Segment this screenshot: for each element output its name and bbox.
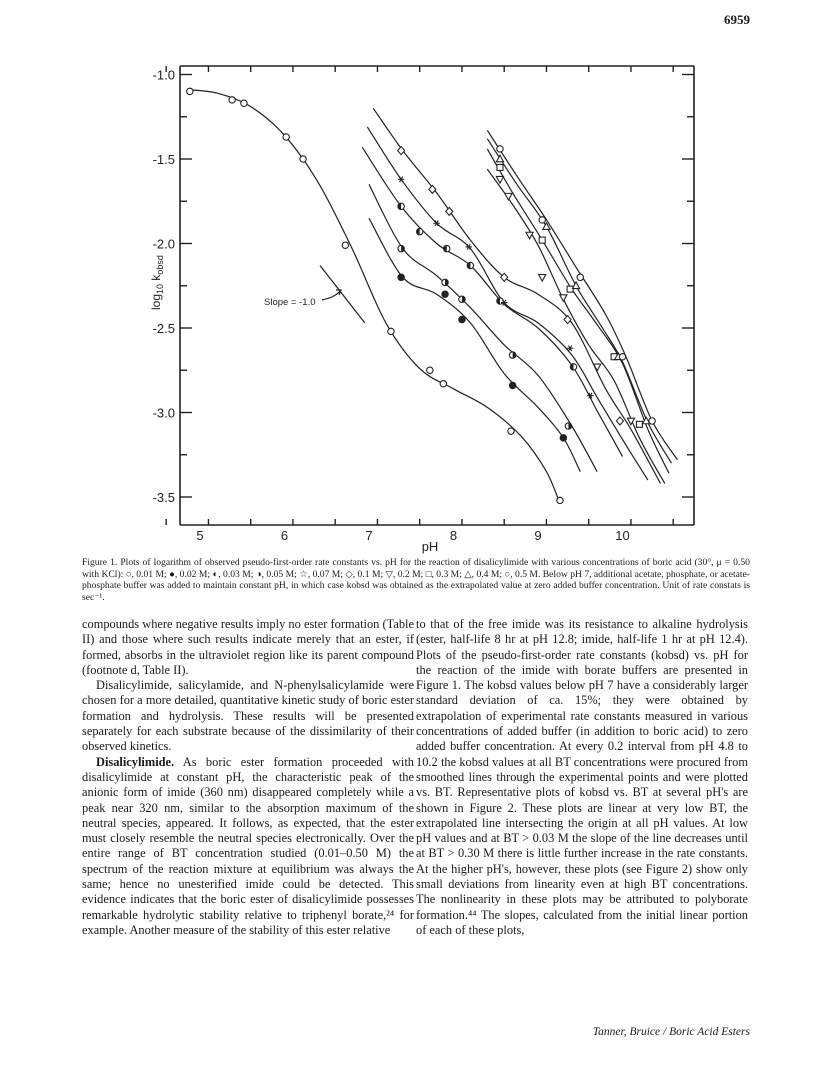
data-point-left-half-circle: [570, 364, 576, 370]
data-point-open-circle: [539, 217, 545, 223]
series-curve-10: [487, 130, 677, 460]
data-point-open-up-triangle: [572, 282, 579, 289]
slope-line: [320, 265, 365, 322]
running-footer: Tanner, Bruice / Boric Acid Esters: [592, 1026, 750, 1038]
slope-pointer: [322, 291, 340, 300]
data-point-right-half-circle: [398, 245, 404, 251]
y-axis-label: $\log_{10} k_{obsd}$: [149, 255, 165, 310]
data-point-open-circle: [283, 134, 289, 140]
data-point-open-down-triangle: [539, 275, 546, 282]
data-point-left-half-circle: [497, 298, 503, 304]
data-point-right-half-circle: [565, 423, 571, 429]
left-paragraph-1: compounds where negative results imply no ester formation (Table II) and those where such results indicate merely that an ester, if formed, absorbs in the ultraviolet region like its parent compound (footnote d, Table II).: [82, 617, 414, 677]
data-point-filled-circle: [459, 316, 465, 322]
slope-reference: [320, 265, 365, 322]
y-tick-label: -3.5: [152, 490, 175, 505]
left-column: [82, 617, 414, 938]
data-point-filled-circle: [509, 382, 515, 388]
data-point-left-half-circle: [467, 262, 473, 268]
left-paragraph-3-text: As boric ester formation proceeded with disalicylimide at constant pH, the characteristic peak of the anionic form of imide (360 nm) disappeared completely while a peak near 320 nm, similar to the absorption maximum of the neutral species, appeared. It follows, as expected, that the ester must closely resemble the neutral species electronically. Over the entire range of BT concentration studied (0.01–0.50 M) the spectrum of the reaction mixture at equilibrium was always the same; hence no unesterified imide could be detected. This evidence indicates that the boric ester of disalicylimide possesses remarkable hydrolytic stability relative to triphenyl borate,²⁴ for example. Another measure of the stability of this ester relative: [82, 754, 414, 937]
data-point-open-diamond: [564, 316, 571, 324]
fitted-curves: [187, 90, 677, 504]
data-point-star: [398, 177, 404, 183]
series-curve-3: [369, 184, 597, 471]
y-tick-label: -3.0: [152, 405, 175, 421]
data-point-left-half-circle: [398, 203, 404, 209]
slope-annotation: Slope = -1.0: [264, 297, 316, 308]
x-tick-label: 8: [449, 528, 458, 543]
data-point-open-circle: [187, 88, 193, 94]
data-point-open-square: [567, 286, 573, 292]
figure-caption-text: Plots of logarithm of observed pseudo-first-order rate constants vs. pH for the reaction of disalicylimide with various concentrations of boric acid (30°, μ = 0.50 with KCl): ○, 0.01 M; ●, 0.02 M; ◐, 0.03 M; ◑, 0.05 M; ☆, 0.07 M; ◇, 0.1 M; ▽, 0.2 M; □, 0.3 M; △, 0.4 M; ○, 0.5 M. Below pH 7, additional acetate, phosphate, or acetate-phosphate buffer was added to maintain constant pH, in which case kobsd was obtained as the extrapolated value at zero added buffer concentration. Unit of rate constats is sec⁻¹.: [82, 557, 750, 603]
data-point-open-down-triangle: [496, 176, 503, 183]
data-point-open-circle: [649, 418, 655, 424]
left-paragraph-2: Disalicylimide, salicylamide, and N-phenylsalicylamide were chosen for a more detailed, quantitative kinetic study of boric ester formation and hydrolysis. These results will be presented separately for each substrate because of the dissimilarity of their observed kinetics.: [82, 678, 414, 754]
y-tick-label: -2.5: [152, 321, 175, 336]
data-point-open-circle: [557, 497, 563, 503]
x-tick-label: 5: [196, 528, 204, 543]
data-point-open-square: [497, 164, 503, 170]
data-point-open-circle: [342, 242, 348, 248]
series-curve-4: [362, 147, 622, 456]
data-point-open-circle: [388, 328, 394, 334]
data-point-open-circle: [241, 100, 247, 106]
data-point-open-circle: [508, 428, 514, 434]
data-markers: [187, 88, 656, 503]
data-point-right-half-circle: [442, 279, 448, 285]
x-axis-label: pH: [421, 539, 439, 554]
data-point-open-up-triangle: [496, 155, 503, 162]
data-point-open-square: [539, 237, 545, 243]
x-tick-label: 9: [534, 528, 542, 543]
y-tick-label: -2.0: [152, 236, 175, 252]
series-curve-1: [187, 90, 560, 504]
y-tick-label: -1.5: [152, 152, 175, 167]
data-point-filled-circle: [560, 435, 566, 441]
series-curve-6: [373, 108, 660, 483]
data-point-open-circle: [300, 156, 306, 162]
data-point-open-circle: [619, 354, 625, 360]
right-paragraph-1: to that of the free imide was its resistance to alkaline hydrolysis (ester, half-life 8 hr at pH 12.8; imide, half-life 1 hr at pH 12.4). Plots of the pseudo-first-order rate constants (kobsd) vs. pH for the reaction of the imide with borate buffers are presented in Figure 1. The kobsd values below pH 7 have a considerably larger standard deviation of ca. 15%; they were obtained by extrapolation of experimental rate constants measured in various concentrations of added buffer (in addition to boric acid) to zero added buffer concentration. At every 0.2 interval from pH 4.8 to 10.2 the kobsd values at all BT concentrations were procured from smoothed lines through the experimental points and were plotted vs. BT. Representative plots of kobsd vs. BT at several pH's are shown in Figure 2. These plots are linear at very low BT, the extrapolated line intersecting the origin at all pH values. At low pH values and at BT > 0.03 M the slope of the line decreases until at BT > 0.30 M there is little further increase in the rate constants. At the higher pH's, however, these plots (see Figure 2) show only small deviations from linearity even at high BT concentrations. The nonlinearity in these plots may be attributed to polyborate formation.⁴⁴ The slopes, calculated from the initial linear portion of each of these plots,: [416, 617, 748, 937]
data-point-left-half-circle: [444, 245, 450, 251]
data-point-right-half-circle: [459, 296, 465, 302]
data-point-open-diamond: [429, 185, 436, 193]
data-point-open-square: [636, 421, 642, 427]
data-point-open-circle: [229, 97, 235, 103]
plot-frame: [180, 66, 694, 525]
x-tick-label: 7: [365, 528, 373, 543]
data-point-right-half-circle: [509, 352, 515, 358]
series-curve-7: [487, 169, 665, 483]
figure-caption: [82, 557, 750, 603]
data-point-open-circle: [577, 274, 583, 280]
data-point-filled-circle: [442, 291, 448, 297]
series-curve-2: [369, 218, 580, 472]
x-tick-label: 6: [280, 528, 289, 543]
figure-caption-label: Figure 1.: [82, 557, 118, 568]
data-point-open-down-triangle: [505, 193, 512, 200]
data-point-open-diamond: [398, 147, 405, 155]
right-column: [416, 617, 748, 938]
left-paragraph-3: [82, 755, 414, 939]
data-point-open-down-triangle: [560, 295, 567, 302]
data-point-left-half-circle: [417, 228, 423, 234]
page-number: 6959: [724, 12, 750, 27]
data-point-filled-circle: [398, 274, 404, 280]
data-point-open-circle: [440, 381, 446, 387]
y-tick-label: -1.0: [152, 67, 175, 83]
x-tick-label: 10: [615, 528, 630, 543]
data-point-open-circle: [497, 146, 503, 152]
axis-ticks: [166, 66, 694, 525]
data-point-open-circle: [427, 367, 433, 373]
axis-tick-labels: [153, 68, 630, 544]
section-heading-disalicylimide: Disalicylimide.: [96, 754, 175, 769]
data-point-open-diamond: [616, 417, 623, 425]
